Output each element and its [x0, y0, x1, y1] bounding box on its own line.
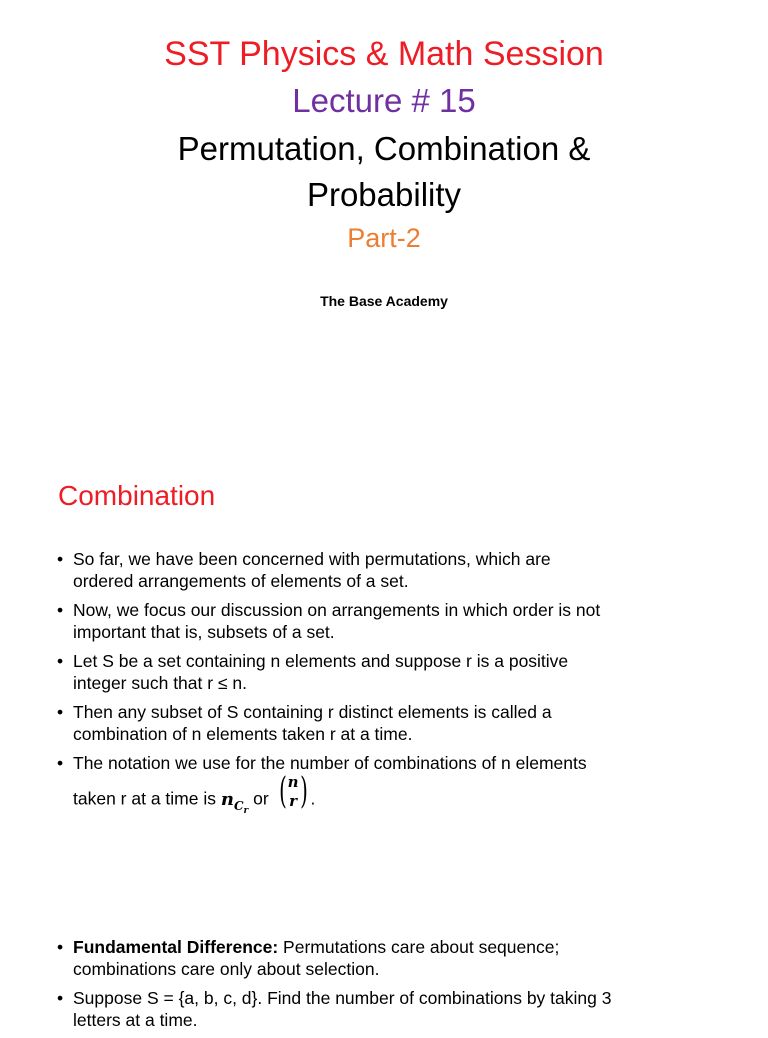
notation-prefix: taken r at a time is [73, 788, 221, 809]
bold-term: Fundamental Difference: [73, 937, 279, 957]
notation-or: or [248, 788, 274, 809]
notation-end: . [310, 788, 316, 809]
session-title: SST Physics & Math Session [164, 35, 604, 73]
bullet-text [73, 936, 611, 958]
bullet-dot: • [57, 753, 64, 773]
bullet-text: ordered arrangements of elements of a set. [73, 571, 409, 591]
list-item [0, 936, 611, 980]
list-item [0, 701, 600, 745]
bullet-text: combination of n elements taken r at a time. [73, 724, 413, 744]
ncr-r: r [243, 805, 249, 816]
binomial-stack [288, 773, 299, 811]
binomial-top-n: n [287, 773, 299, 791]
ncr-c: C [233, 798, 244, 813]
bullet-text: Let S be a set containing n elements and suppose r is a positive [73, 651, 569, 671]
slide-heading: Combination [58, 480, 216, 511]
lecture-number: Lecture # 15 [292, 82, 476, 119]
bullet-text-rest: Permutations care about sequence; [278, 937, 560, 957]
bullet-list [0, 548, 600, 827]
list-item [0, 987, 611, 1031]
list-item [0, 752, 600, 820]
bullet-text: Suppose S = {a, b, c, d}. Find the number of combinations by taking 3 [73, 988, 612, 1008]
bullet-dot: • [57, 651, 64, 671]
binomial-notation [276, 772, 311, 812]
binomial-bottom-r: r [289, 792, 297, 810]
binomial-paren-close: ) [299, 771, 308, 812]
bullet-dot: • [57, 702, 64, 722]
ncr-n: n [220, 788, 234, 810]
notation-line [73, 771, 600, 820]
list-item [0, 650, 600, 694]
bullet-text: Now, we focus our discussion on arrangements in which order is not [73, 600, 601, 620]
topic-title-line-1: Permutation, Combination & [177, 130, 591, 167]
bullet-text: The notation we use for the number of combinations of n elements [73, 753, 587, 773]
binomial-paren-open: ( [278, 771, 287, 812]
bullet-dot: • [57, 937, 64, 957]
bullet-text: important that is, subsets of a set. [73, 622, 335, 642]
academy-name: The Base Academy [320, 293, 448, 309]
title-slide [0, 0, 768, 440]
combination-slide [0, 458, 768, 1030]
bullet-text: So far, we have been concerned with permutations, which are [73, 549, 551, 569]
bullet-text: integer such that r ≤ n. [73, 673, 248, 693]
ncr-notation [220, 788, 249, 816]
list-item [0, 599, 600, 643]
lower-bullet-list [0, 936, 611, 1038]
bullet-dot: • [57, 988, 64, 1008]
bullet-text: letters at a time. [73, 1010, 198, 1030]
topic-title-line-2: Probability [306, 176, 462, 213]
bullet-dot: • [57, 549, 64, 569]
bullet-text: combinations care only about selection. [73, 959, 380, 979]
part-label: Part-2 [347, 223, 421, 253]
bullet-text: Then any subset of S containing r distinct elements is called a [73, 702, 552, 722]
bullet-dot: • [57, 600, 64, 620]
list-item [0, 548, 600, 592]
